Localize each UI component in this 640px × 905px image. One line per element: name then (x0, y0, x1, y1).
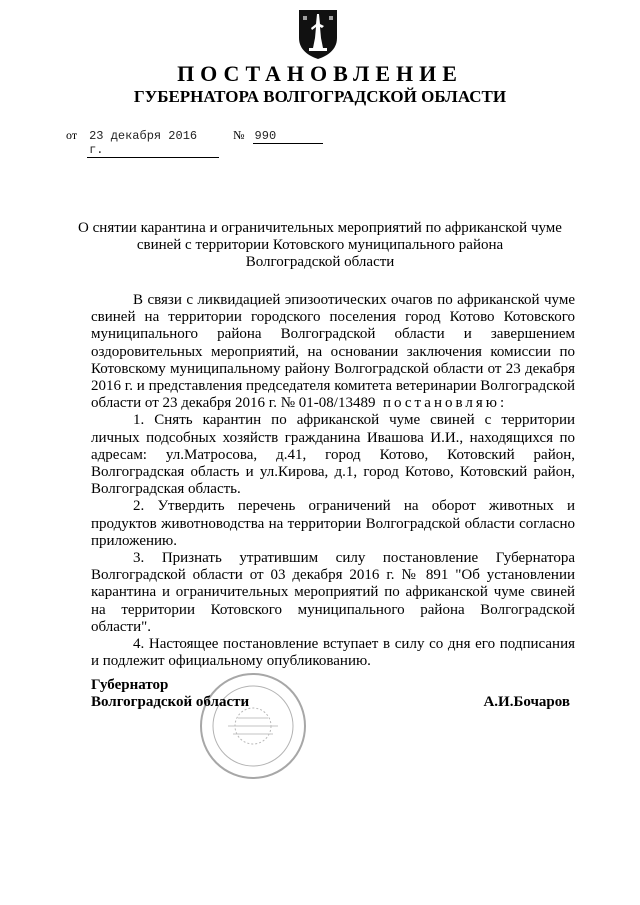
heading-line: О снятии карантина и ограничительных мероприятий по африканской чуме (78, 220, 562, 236)
heading-line: Волгоградской области (245, 254, 395, 270)
item-paragraph: 4. Настоящее постановление вступает в силу со дня его подписания и подлежит официальному опубликованию. (91, 636, 575, 670)
coat-of-arms-icon (297, 8, 339, 60)
intro-action: постановляю: (382, 395, 508, 412)
intro-text: В связи с ликвидацией эпизоотических очагов по африканской чуме свиней на территории городского поселения город Котово Котовского муниципального района Волгоградской области и завершением оздоровительных мероприятий, на основании заключения комиссии по Котовскому муниципальному району Волгоградской области от 23 декабря 2016 г. и представления председателя комитета ветеринарии Волгоградской области от 23 декабря 2016 г. № 01-08/13489 (91, 292, 575, 412)
dateline (66, 128, 323, 158)
document-subtitle: ГУБЕРНАТОРА ВОЛГОГРАДСКОЙ ОБЛАСТИ (133, 87, 507, 106)
document-date: 23 декабря 2016 г. (87, 129, 219, 158)
document-title: ПОСТАНОВЛЕНИЕ (177, 61, 463, 86)
item-paragraph: 3. Признать утратившим силу постановление Губернатора Волгоградской области от 03 декабря 2016 г. № 891 "Об установлении карантина и ограничительных мероприятий по африканской чуме свиней на территории Котовского муниципального района Волгоградской области". (91, 550, 575, 635)
heading-line: свиней с территории Котовского муниципального района (136, 237, 504, 253)
intro-paragraph (91, 292, 575, 412)
number-label: № (233, 128, 245, 142)
item-paragraph: 1. Снять карантин по африканской чуме свиней с территории личных подсобных хозяйств гражданина Ивашова И.И., находящихся по адресам: ул.Матросова, д.41, город Котово, Котовский район, Волгоградская область и ул.Кирова, д.1, город Котово, Котовский район, Волгоградская область. (91, 412, 575, 498)
document-number: 990 (253, 129, 323, 144)
item-paragraph: 2. Утвердить перечень ограничений на оборот животных и продуктов животноводства на территории Волгоградской области согласно приложению. (91, 498, 575, 549)
signatory-name: А.И.Бочаров (483, 694, 570, 710)
document-heading (70, 220, 570, 271)
document-body (91, 292, 575, 670)
signatory-region: Волгоградской области (91, 694, 250, 710)
signature-block (91, 677, 575, 711)
date-label: от (66, 128, 78, 142)
signatory-position: Губернатор (91, 677, 169, 693)
